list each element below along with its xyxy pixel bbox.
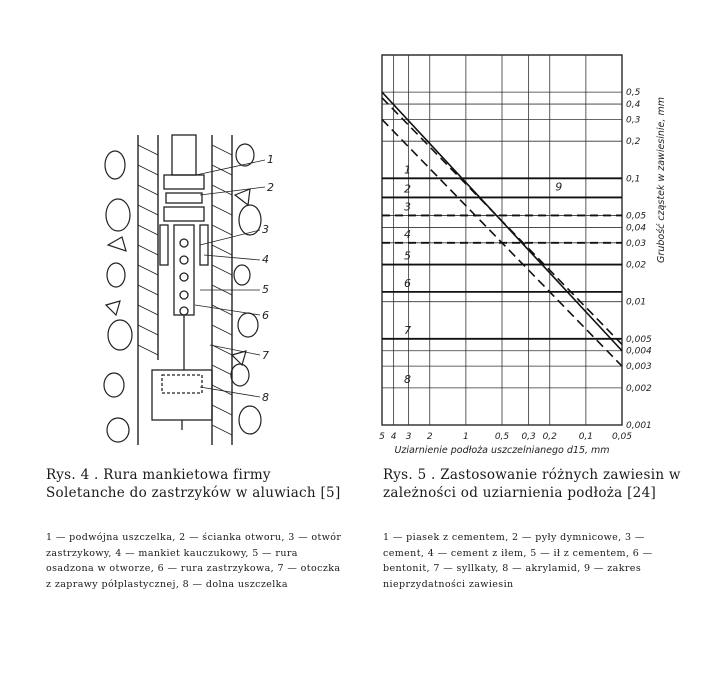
figure4-labels bbox=[262, 153, 274, 404]
x-tick-label: 2 bbox=[426, 432, 433, 442]
x-axis-label: Uziarnienie podłoża uszczelnianego d15, mm bbox=[394, 445, 610, 455]
x-tick-label: 0,3 bbox=[521, 432, 536, 442]
zone-label: 9 bbox=[555, 180, 563, 194]
x-tick-label: 0,1 bbox=[578, 432, 594, 442]
x-tick-label: 4 bbox=[390, 432, 397, 442]
figure5-title: Rys. 5 . Zastosowanie różnych zawiesin w zależności od uziarnienia podłoża [24] bbox=[383, 467, 681, 501]
y-tick-label: 0,05 bbox=[626, 211, 647, 222]
injection-pipe bbox=[152, 135, 212, 430]
zone-label: 7 bbox=[404, 323, 411, 337]
x-tick-label: 1 bbox=[463, 432, 469, 442]
label-7: 7 bbox=[262, 349, 269, 362]
figure4-title: Rys. 4 . Rura mankietowa firmy Soletanche do zastrzyków w aluwiach [5] bbox=[46, 467, 341, 501]
figure4-legend: 1 — podwójna uszczelka, 2 — ścianka otworu, 3 — otwór zastrzykowy, 4 — mankiet kauczukowy, 5 — rura osadzona w otworze, 6 — rura zastrzykowa, 7 — otoczka z zaprawy półplastycznej, 8 — dolna uszczelka bbox=[46, 532, 342, 590]
y-tick-label: 0,002 bbox=[626, 383, 652, 394]
ground-right bbox=[231, 144, 261, 434]
zone-label: 6 bbox=[404, 276, 411, 290]
label-3: 3 bbox=[262, 223, 269, 236]
y-tick-label: 0,4 bbox=[626, 100, 641, 111]
figure5-chart bbox=[372, 45, 717, 455]
y-tick-label: 0,04 bbox=[626, 223, 647, 234]
zone-label: 1 bbox=[404, 163, 411, 177]
label-8: 8 bbox=[262, 391, 269, 404]
figure4-drawing bbox=[100, 125, 300, 455]
y-axis-label: Grubość cząstek w zawiesinie, mm bbox=[656, 97, 667, 263]
zone-label: 3 bbox=[404, 200, 411, 214]
y-tick-label: 0,3 bbox=[626, 115, 641, 126]
y-tick-label: 0,2 bbox=[626, 137, 641, 148]
label-5: 5 bbox=[262, 283, 269, 296]
zone-label: 5 bbox=[404, 249, 411, 263]
zone-label: 4 bbox=[404, 227, 411, 241]
zone-label: 8 bbox=[404, 372, 411, 386]
x-tick-label: 0,2 bbox=[542, 432, 557, 442]
ground-left bbox=[104, 151, 132, 442]
y-tick-label: 0,001 bbox=[626, 421, 652, 431]
figure5-legend: 1 — piasek z cementem, 2 — pyły dymnicowe, 3 — cement, 4 — cement z iłem, 5 — ił z cementem, 6 — bentonit, 7 — syllkaty, 8 — akrylamid, 9 — zakres nieprzydatności zawiesin bbox=[383, 532, 653, 590]
y-tick-label: 0,01 bbox=[626, 297, 647, 308]
label-6: 6 bbox=[262, 309, 269, 322]
x-tick-label: 3 bbox=[405, 432, 412, 442]
y-tick-label: 0,1 bbox=[626, 174, 641, 185]
label-2: 2 bbox=[267, 181, 274, 194]
y-tick-label: 0,03 bbox=[626, 238, 647, 249]
leader-lines bbox=[195, 160, 265, 397]
x-tick-label: 0,05 bbox=[611, 432, 633, 442]
y-tick-label: 0,5 bbox=[626, 88, 641, 99]
x-tick-label: 0,5 bbox=[494, 432, 510, 442]
y-tick-label: 0,005 bbox=[626, 334, 652, 345]
y-tick-label: 0,02 bbox=[626, 260, 647, 271]
label-4: 4 bbox=[262, 253, 269, 266]
zone-label: 2 bbox=[404, 182, 411, 196]
y-tick-label: 0,004 bbox=[626, 346, 652, 357]
y-tick-label: 0,003 bbox=[626, 362, 652, 373]
x-tick-label: 5 bbox=[379, 432, 385, 442]
label-1: 1 bbox=[267, 153, 274, 166]
